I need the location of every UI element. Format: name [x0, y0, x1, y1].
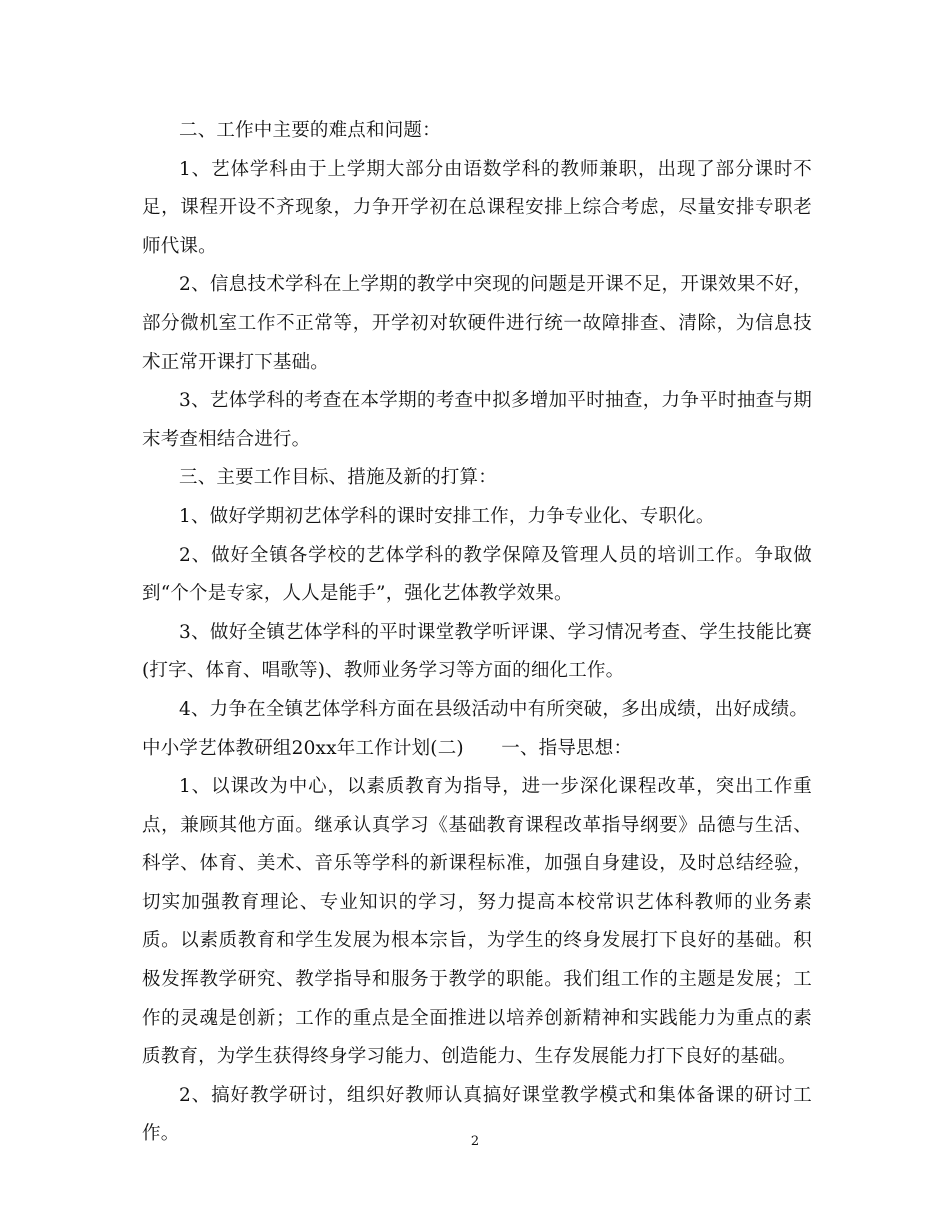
paragraph-it-course-issues: 2、信息技术学科在上学期的教学中突现的问题是开课不足，开课效果不好，部分微机室工作不正常等，开学初对软硬件进行统一故障排查、清除，为信息技术正常开课打下基础。 — [142, 274, 812, 373]
paragraph-goal-2: 2、做好全镇各学校的艺体学科的教学保障及管理人员的培训工作。争取做到“个个是专家，人人是能手”，强化艺体教学效果。 — [142, 544, 812, 605]
paragraph-guiding-1: 1、以课改为中心，以素质教育为指导，进一步深化课程改革，突出工作重点，兼顾其他方面。继承认真学习《基础教育课程改革指导纲要》品德与生活、科学、体育、美术、音乐等学科的新课程标准，加强自身建设，及时总结经验，切实加强教育理论、专业知识的学习，努力提高本校常识艺体科教师的业务素质。以素质教育和学生发展为根本宗旨，为学生的终身发展打下良好的基础。积极发挥教学研究、教学指导和服务于教学的职能。我们组工作的主题是发展；工作的灵魂是创新；工作的重点是全面推进以培养创新精神和实践能力为重点的素质教育，为学生获得终身学习能力、创造能力、生存发展能力打下良好的基础。 — [142, 776, 812, 1068]
paragraph-assessment: 3、艺体学科的考查在本学期的考查中拟多增加平时抽查，力争平时抽查与期末考查相结合进行。 — [142, 390, 812, 450]
section-heading-difficulties: 二、工作中主要的难点和问题： — [179, 120, 441, 141]
paragraph-goal-4: 4、力争在全镇艺体学科方面在县级活动中有所突破，多出成绩，出好成绩。 — [179, 698, 809, 720]
section-heading-goals: 三、主要工作目标、措施及新的打算： — [179, 467, 497, 489]
document-body — [142, 112, 812, 1154]
paragraph-goal-1: 1、做好学期初艺体学科的课时安排工作，力争专业化、专职化。 — [179, 505, 715, 527]
plan-title-heading: 中小学艺体教研组20xx年工作计划(二) 一、指导思想： — [142, 737, 633, 759]
paragraph-goal-3: 3、做好全镇艺体学科的平时课堂教学听评课、学习情况考查、学生技能比赛(打字、体育、唱歌等)、教师业务学习等方面的细化工作。 — [142, 621, 812, 682]
page-number: 2 — [470, 1134, 480, 1149]
paragraph-arts-staffing: 1、艺体学科由于上学期大部分由语数学科的教师兼职，出现了部分课时不足，课程开设不齐现象，力争开学初在总课程安排上综合考虑，尽量安排专职老师代课。 — [142, 158, 812, 257]
paragraph-guiding-2: 2、搞好教学研讨，组织好教师认真搞好课堂教学模式和集体备课的研讨工作。 — [142, 1084, 812, 1145]
